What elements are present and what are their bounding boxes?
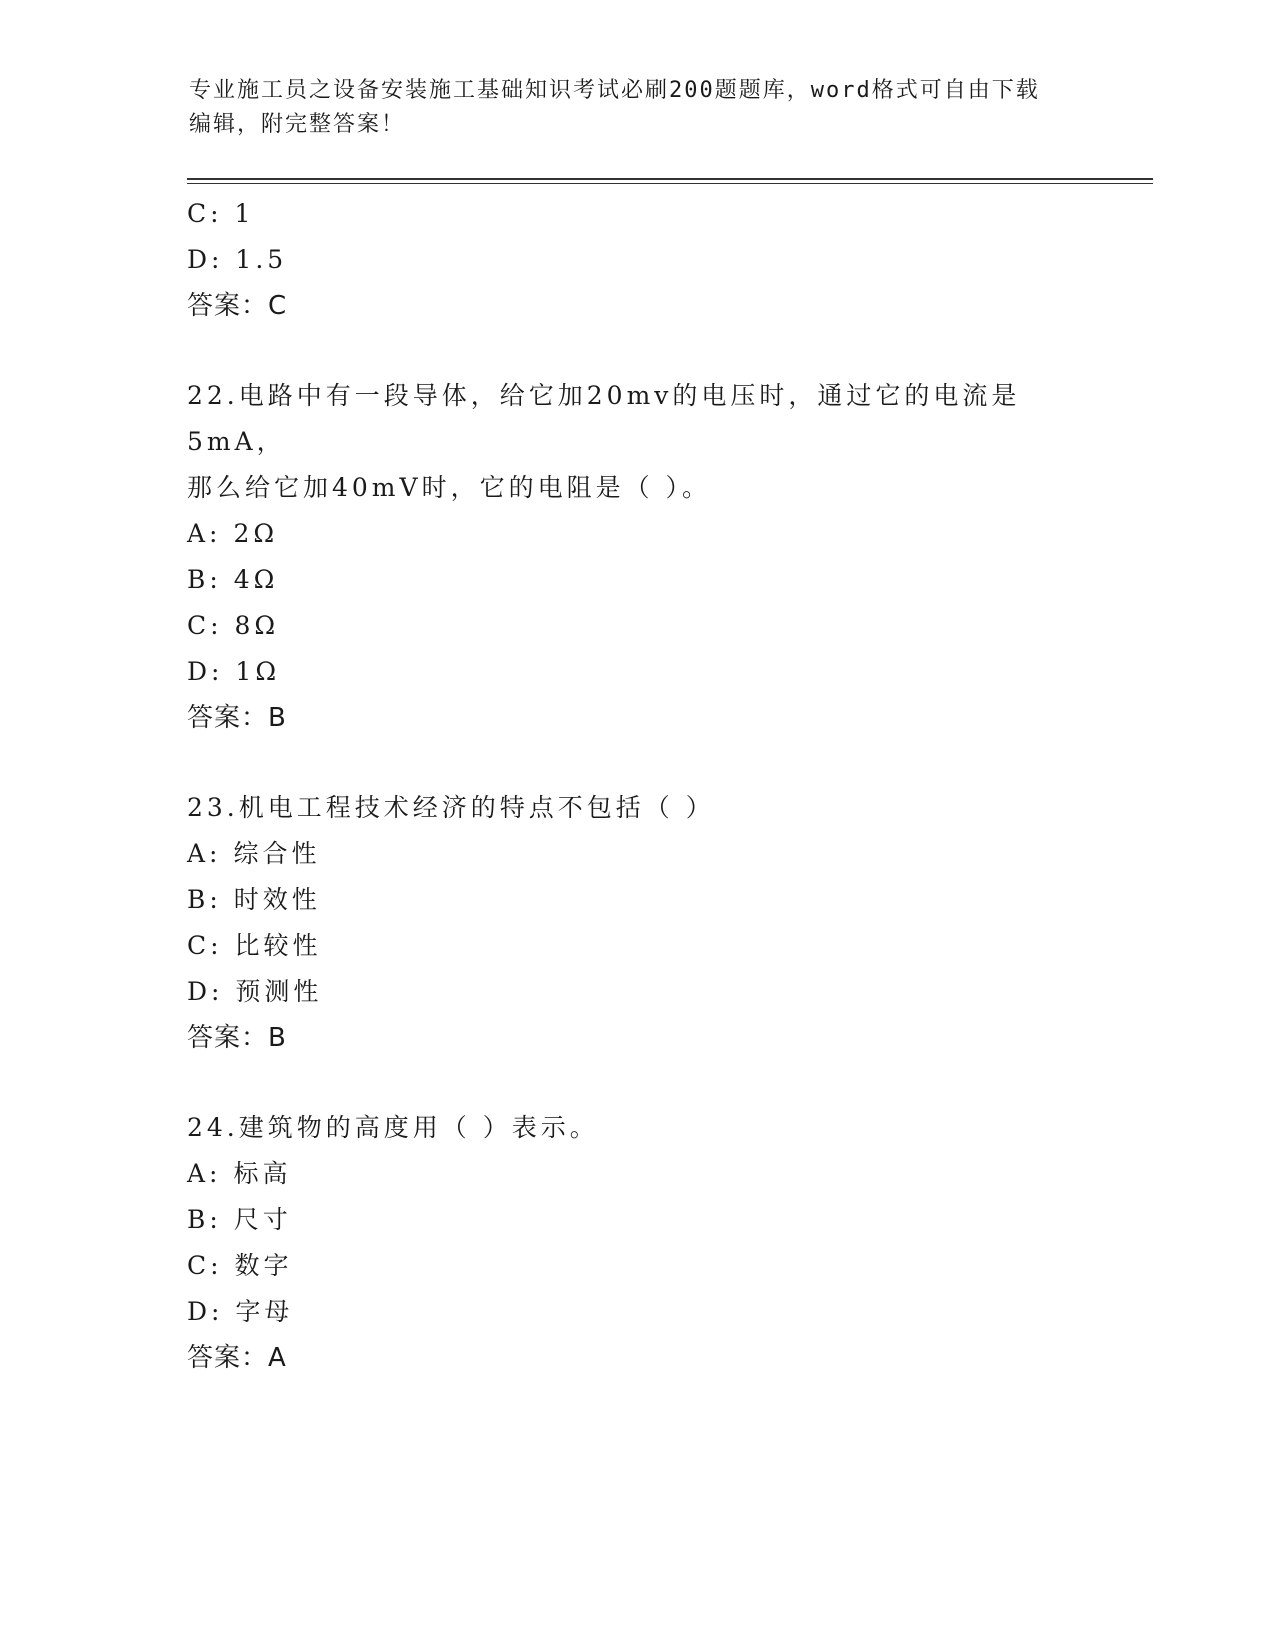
header-line-2: 编辑，附完整答案！ [189,112,406,137]
option-label: C: [187,1251,223,1280]
answer-value: C [268,291,288,321]
option-text: 比较性 [234,931,322,960]
option-c [187,1243,1087,1289]
option-a [187,511,1087,557]
option-text: 1.5 [235,245,288,274]
question-block-22 [187,373,1087,741]
option-b [187,557,1087,603]
document-header [189,74,1089,142]
question-block-23 [187,785,1087,1061]
answer-value: B [268,1023,287,1053]
option-d [187,969,1087,1015]
option-label: A: [187,1159,222,1188]
option-text: 1Ω [235,657,281,686]
option-a [187,831,1087,877]
option-label: D: [187,977,224,1006]
option-label: B: [187,565,222,594]
answer-line [187,283,1087,329]
option-label: D: [187,657,224,686]
spacer [187,329,1087,373]
answer-prefix: 答案： [187,703,269,733]
option-c [187,603,1087,649]
header-divider-top [187,178,1153,180]
question-text-line-1: 22.电路中有一段导体，给它加20mv的电压时，通过它的电流是5mA， [187,381,1021,456]
option-a [187,1151,1087,1197]
answer-value: A [268,1343,287,1373]
option-label: A: [187,519,222,548]
option-text: 综合性 [233,839,321,868]
option-label: D: [187,1297,224,1326]
question-text-line-1: 24.建筑物的高度用（ ）表示。 [187,1113,599,1142]
option-text: 字母 [235,1297,294,1326]
option-label: C: [187,611,223,640]
answer-value: B [268,703,287,733]
option-b [187,877,1087,923]
option-label: D: [187,245,224,274]
option-label: B: [187,885,222,914]
spacer [187,1061,1087,1105]
answer-line [187,1335,1087,1381]
document-body [187,191,1087,1381]
option-text: 标高 [233,1159,292,1188]
option-b [187,1197,1087,1243]
question-text-line-2: 那么给它加40mV时，它的电阻是（ ）。 [187,473,712,502]
option-text: 2Ω [233,519,279,548]
option-text: 8Ω [234,611,280,640]
option-d [187,1289,1087,1335]
answer-line [187,695,1087,741]
question-text-line-1: 23.机电工程技术经济的特点不包括（ ） [187,793,715,822]
option-text: 时效性 [233,885,321,914]
header-divider-bottom [187,183,1153,184]
option-text: 数字 [234,1251,293,1280]
option-label: B: [187,1205,222,1234]
answer-prefix: 答案： [187,291,269,321]
option-c [187,191,1087,237]
answer-prefix: 答案： [187,1343,269,1373]
option-text: 1 [234,199,255,228]
option-text: 4Ω [233,565,279,594]
question-block-24 [187,1105,1087,1381]
answer-prefix: 答案： [187,1023,269,1053]
question-block-21 [187,191,1087,329]
option-text: 尺寸 [233,1205,292,1234]
option-label: C: [187,199,223,228]
option-label: C: [187,931,223,960]
spacer [187,741,1087,785]
option-d [187,237,1087,283]
option-c [187,923,1087,969]
option-label: A: [187,839,222,868]
header-line-1: 专业施工员之设备安装施工基础知识考试必刷200题题库，word格式可自由下载 [189,78,1040,103]
option-text: 预测性 [235,977,323,1006]
answer-line [187,1015,1087,1061]
option-d [187,649,1087,695]
